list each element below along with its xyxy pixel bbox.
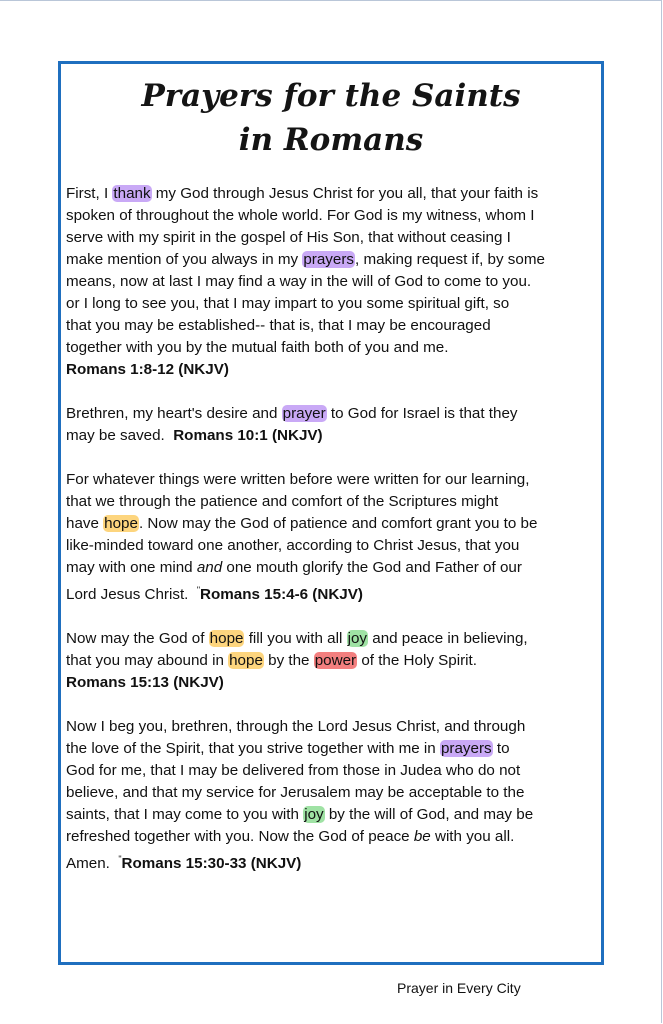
text-run: Amen.: [66, 855, 119, 873]
highlight-joy: joy: [304, 806, 324, 824]
text-run: to God for Israel is that they: [326, 405, 518, 422]
scripture-reference: Romans 1:8-12 (NKJV): [66, 361, 229, 378]
text-run: to: [492, 740, 510, 758]
text-run: by the: [263, 652, 314, 670]
passage-line: means, now at last I may find a way in the will of God to come to you.: [66, 273, 532, 290]
passage-line: God for me, that I may be delivered from those in Judea who do not: [66, 762, 521, 780]
passage-romans-1-8-12: [66, 183, 604, 381]
italic-word: be: [413, 828, 431, 846]
page-title: [58, 74, 604, 162]
text-run: that you may abound in: [66, 652, 229, 670]
text-run: may be saved.: [66, 427, 174, 444]
passage-line: that we through the patience and comfort of the Scriptures might: [66, 493, 499, 510]
text-run: with you all.: [430, 828, 515, 846]
text-run: fill you with all: [244, 630, 347, 648]
passage-romans-15-4-6: [66, 469, 604, 606]
passage-line: like-minded toward one another, according to Christ Jesus, that you: [66, 537, 520, 554]
text-run: have: [66, 515, 104, 532]
passage-line: [66, 579, 604, 606]
passage-line: [66, 628, 604, 650]
title-line-2: in Romans: [238, 122, 424, 158]
quote-mark: ": [118, 854, 122, 865]
passage-line: [66, 249, 604, 271]
text-run: may with one mind: [66, 559, 197, 576]
highlight-joy: joy: [347, 630, 368, 648]
highlight-power: power: [314, 652, 357, 670]
passage-line: or I long to see you, that I may impart to you some spiritual gift, so: [66, 295, 510, 312]
passage-line: [66, 738, 604, 760]
italic-word: and: [196, 559, 223, 576]
text-run: saints, that I may come to you with: [66, 806, 304, 824]
passage-romans-15-13: [66, 628, 604, 694]
passage-line: [66, 403, 604, 425]
text-run: and peace in believing,: [368, 630, 528, 648]
text-run: First, I: [66, 185, 113, 202]
text-run: my God through Jesus Christ for you all, that your faith is: [151, 185, 539, 202]
scripture-reference: Romans 15:30-33 (NKJV): [121, 855, 302, 873]
scripture-reference: Romans 15:4-6 (NKJV): [200, 586, 363, 604]
passage-line: [66, 183, 604, 205]
highlight-prayers: prayers: [303, 251, 355, 268]
text-run: Now may the God of: [66, 630, 209, 648]
text-run: the love of the Spirit, that you strive together with me in: [66, 740, 440, 758]
passage-line: believe, and that my service for Jerusalem may be acceptable to the: [66, 784, 525, 802]
passage-line: spoken of throughout the whole world. For God is my witness, whom I: [66, 207, 535, 224]
passage-line: For whatever things were written before were written for our learning,: [66, 471, 530, 488]
text-run: , making request if, by some: [355, 251, 545, 268]
passage-line: [66, 513, 604, 535]
text-run: refreshed together with you. Now the God of peace: [66, 828, 414, 846]
text-run: make mention of you always in my: [66, 251, 303, 268]
highlight-thank: thank: [113, 185, 151, 202]
highlight-prayers: prayers: [440, 740, 492, 758]
passage-line: together with you by the mutual faith both of you and me.: [66, 339, 449, 356]
highlight-hope: hope: [209, 630, 244, 648]
scripture-reference: Romans 15:13 (NKJV): [66, 674, 224, 692]
quote-mark: ": [196, 585, 201, 595]
passage-line: [66, 557, 604, 579]
scripture-body: [66, 183, 604, 897]
text-run: of the Holy Spirit.: [357, 652, 477, 670]
passage-line: [66, 650, 604, 672]
title-line-1: Prayers for the Saints: [141, 78, 521, 114]
passage-romans-15-30-33: [66, 716, 604, 875]
text-run: by the will of God, and may be: [324, 806, 534, 824]
text-run: . Now may the God of patience and comfort grant you to be: [138, 515, 538, 532]
passage-line: serve with my spirit in the gospel of His Son, that without ceasing I: [66, 229, 511, 246]
highlight-prayer: prayer: [282, 405, 326, 422]
text-run: Lord Jesus Christ.: [66, 586, 197, 604]
passage-line: [66, 804, 604, 826]
passage-romans-10-1: [66, 403, 604, 447]
scripture-reference: Romans 10:1 (NKJV): [173, 427, 323, 444]
text-run: one mouth glorify the God and Father of our: [222, 559, 522, 576]
highlight-hope: hope: [229, 652, 263, 670]
passage-line: [66, 425, 604, 447]
passage-line: [66, 826, 604, 848]
passage-line: [66, 848, 604, 875]
footer-credit: Prayer in Every City: [397, 980, 521, 996]
passage-line: Now I beg you, brethren, through the Lord Jesus Christ, and through: [66, 718, 526, 736]
highlight-hope: hope: [104, 515, 138, 532]
text-run: Brethren, my heart's desire and: [66, 405, 282, 422]
passage-line: that you may be established-- that is, that I may be encouraged: [66, 317, 491, 334]
